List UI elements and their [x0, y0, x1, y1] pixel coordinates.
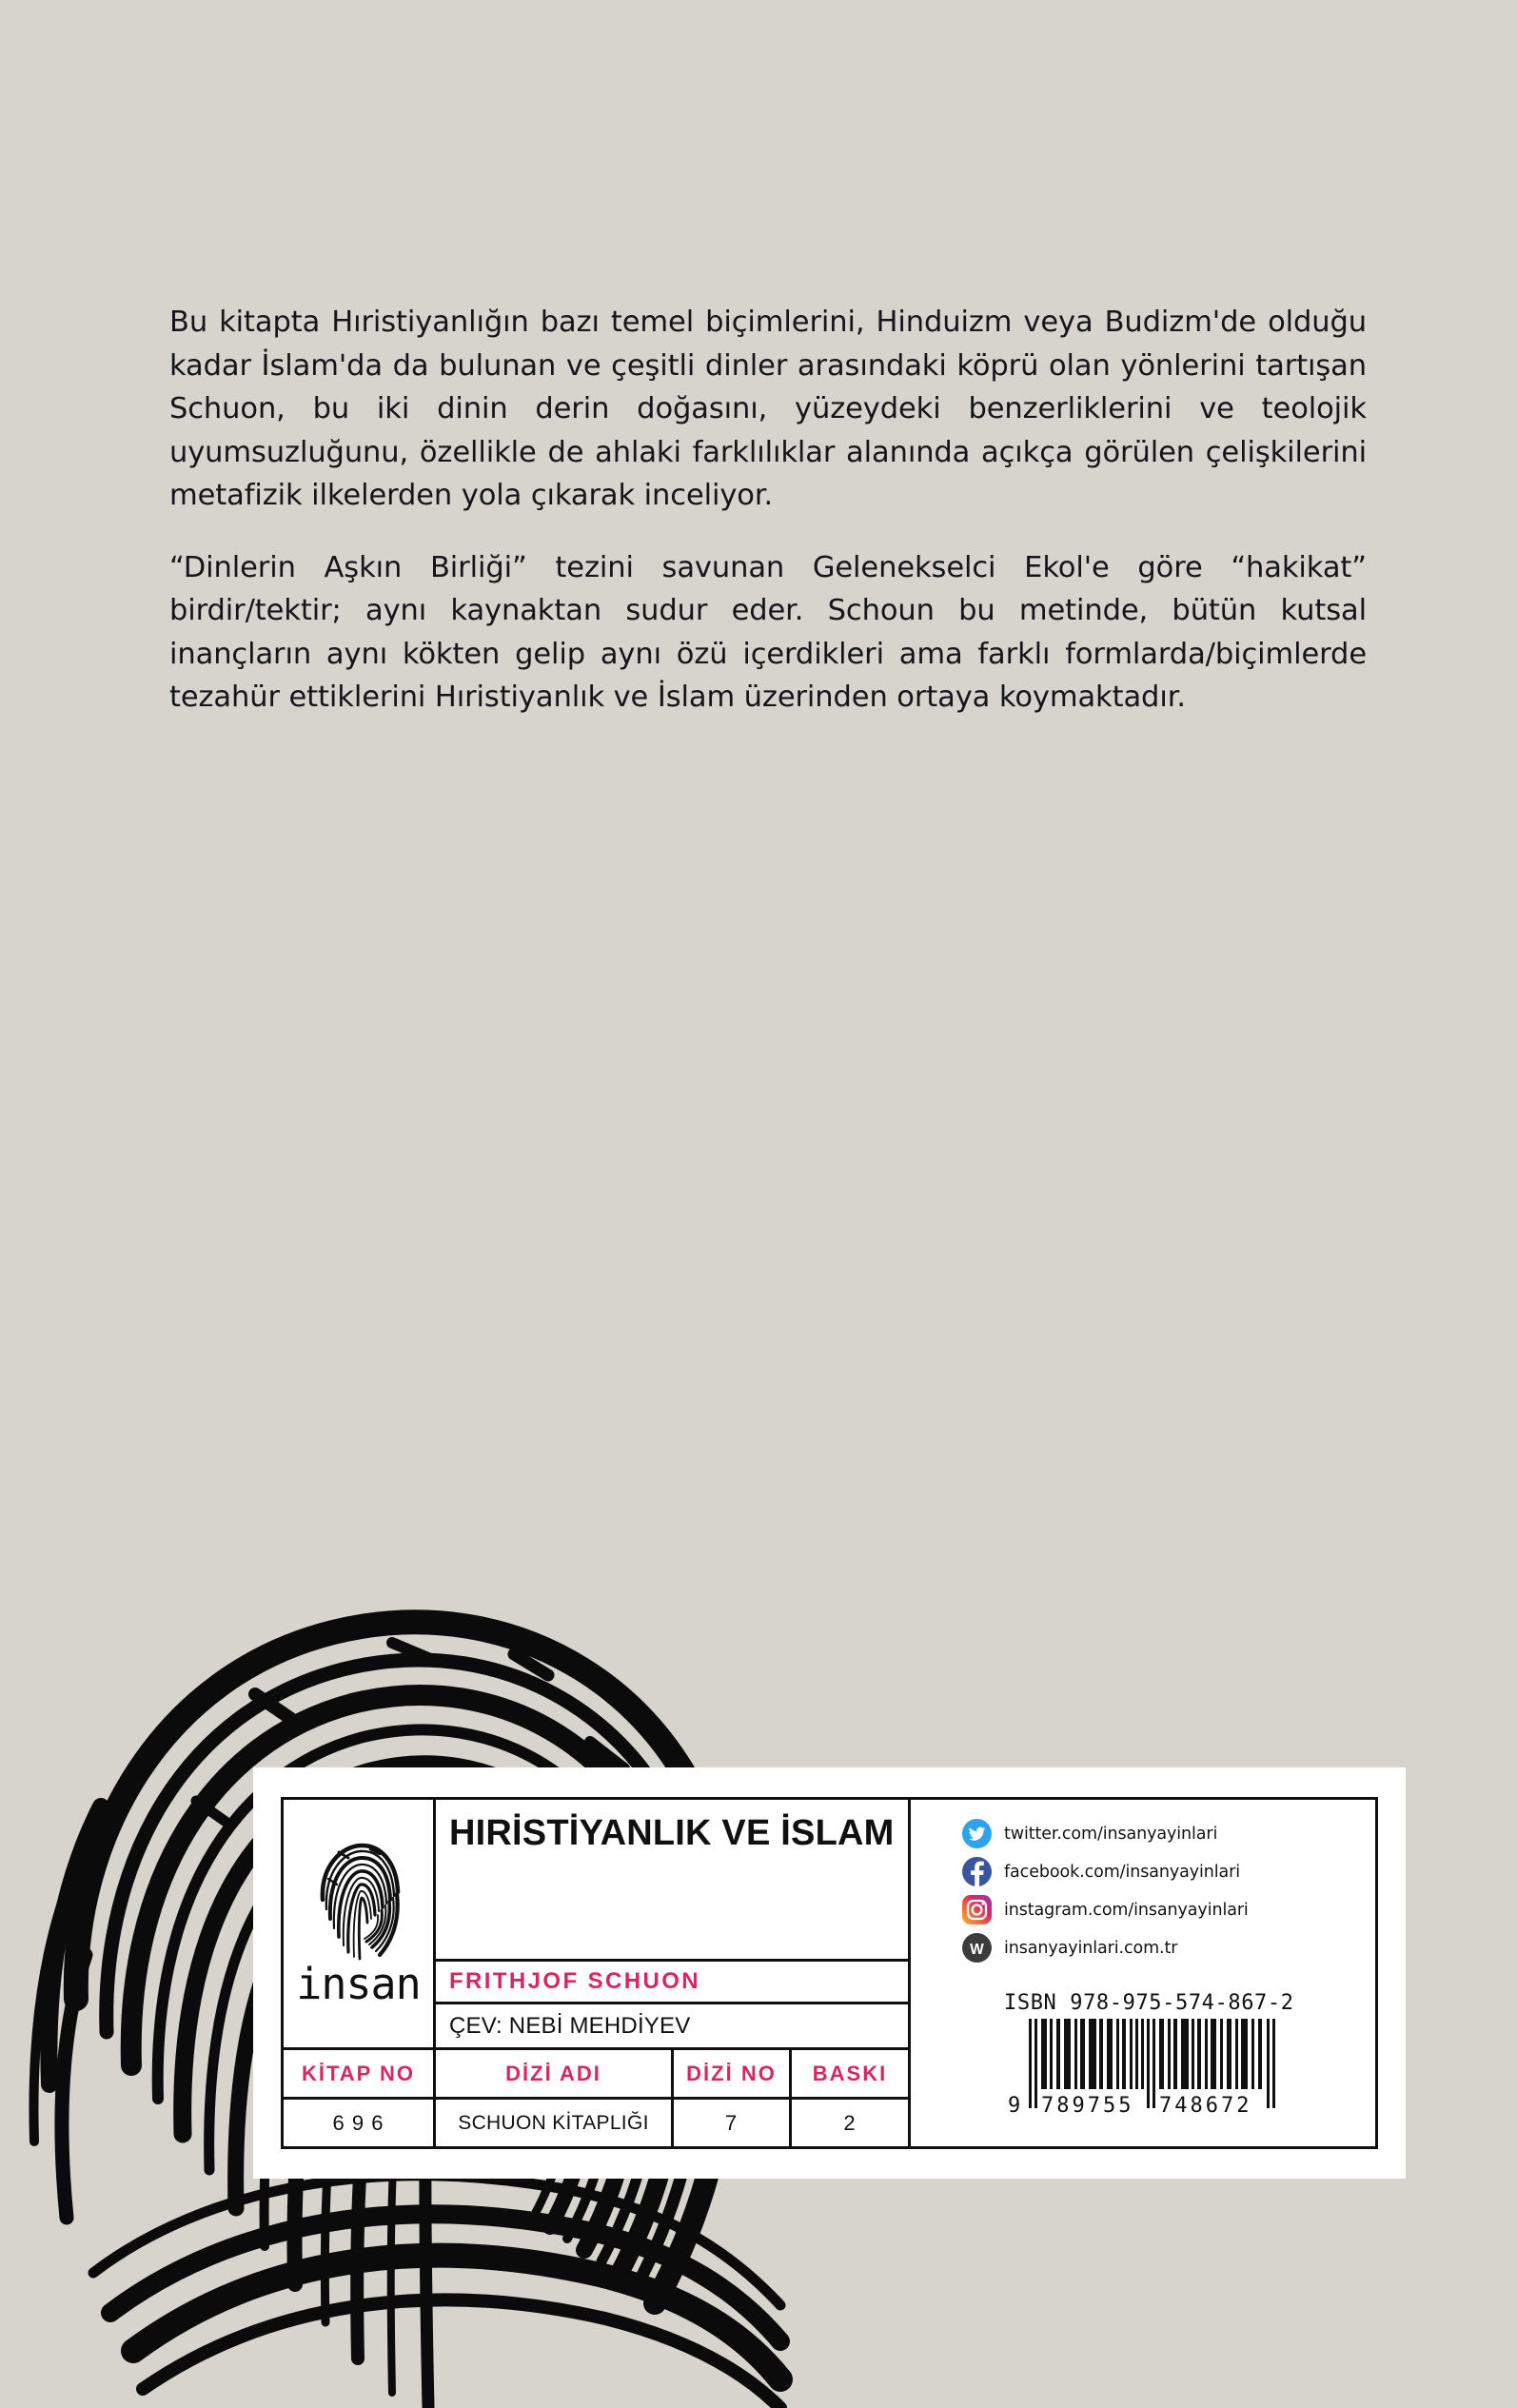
- meta-table-header-row: [284, 2050, 908, 2100]
- meta-value-dizi-adi: SCHUON KİTAPLIĞI: [436, 2100, 674, 2146]
- colophon-left-section: [284, 1800, 911, 2146]
- publisher-wordmark: insan: [296, 1958, 421, 2009]
- svg-text:W: W: [970, 1941, 984, 1958]
- title-stack: [436, 1800, 908, 2047]
- meta-header-dizi-no: DİZİ NO: [674, 2050, 792, 2097]
- book-translator: ÇEV: NEBİ MEHDİYEV: [449, 2012, 691, 2039]
- meta-header-kitap-no: KİTAP NO: [284, 2050, 436, 2097]
- social-label-twitter: twitter.com/insanyayinlari: [1004, 1824, 1218, 1844]
- book-title: HIRİSTİYANLIK VE İSLAM: [449, 1813, 895, 1853]
- colophon-right-section: [911, 1800, 1375, 2146]
- meta-value-dizi-no: 7: [674, 2100, 792, 2146]
- book-author-cell: [436, 1962, 908, 2004]
- blurb-paragraph-1: Bu kitapta Hıristiyanlığın bazı temel biçimlerini, Hinduizm veya Budizm'de olduğu kadar İslam'da da bulunan ve çeşitli dinler arasındaki köprü olan yönlerini tartışan Schuon, bu iki dinin derin doğasını, yüzeydeki benzerliklerini ve teolojik uyumsuzluğunu, özellikle de ahlaki farklılıklar alanında açıkça görülen çelişkilerini metafizik ilkelerden yola çıkarak inceliyor.: [169, 306, 1367, 512]
- social-links-list: [962, 1819, 1375, 1963]
- blurb-paragraph-2: “Dinlerin Aşkın Birliği” tezini savunan Gelenekselci Ekol'e göre “hakikat” birdir/tektir; aynı kaynaktan sudur eder. Schoun bu metinde, bütün kutsal inançların aynı kökten gelip aynı özü içerdikleri ama farklı formlarda/biçimlerde tezahür ettiklerini Hıristiyanlık ve İslam üzerinden ortaya koymaktadır.: [169, 550, 1367, 714]
- barcode-digits-mid: 789755: [1041, 2094, 1134, 2118]
- colophon-frame: [281, 1797, 1378, 2149]
- meta-value-kitap-no: 6 9 6: [284, 2100, 436, 2146]
- meta-header-baski: BASKI: [812, 2061, 888, 2085]
- social-link-facebook[interactable]: [962, 1857, 1375, 1886]
- instagram-icon: [962, 1895, 992, 1924]
- twitter-icon: [962, 1819, 992, 1848]
- colophon-upper-row: [284, 1800, 908, 2050]
- isbn-block: [1004, 1991, 1309, 2120]
- social-link-instagram[interactable]: [962, 1895, 1375, 1924]
- meta-value-baski: 2: [843, 2110, 857, 2135]
- isbn-barcode: [1004, 2017, 1309, 2120]
- colophon-card: [253, 1767, 1406, 2179]
- social-link-website[interactable]: [962, 1933, 1375, 1963]
- social-link-twitter[interactable]: [962, 1819, 1375, 1848]
- book-title-cell: [436, 1800, 908, 1962]
- social-label-instagram: instagram.com/insanyayinlari: [1004, 1900, 1249, 1920]
- isbn-text: ISBN 978-975-574-867-2: [1004, 1991, 1294, 2015]
- meta-table-value-row: [284, 2100, 908, 2146]
- barcode-digits-right: 748672: [1159, 2094, 1252, 2118]
- website-icon: [962, 1933, 992, 1963]
- barcode-digit-left: 9: [1008, 2094, 1021, 2118]
- back-cover-blurb: [169, 301, 1367, 720]
- social-label-website: insanyayinlari.com.tr: [1004, 1938, 1178, 1958]
- social-label-facebook: facebook.com/insanyayinlari: [1004, 1862, 1240, 1882]
- meta-header-dizi-adi: DİZİ ADI: [436, 2050, 674, 2097]
- book-author: FRITHJOF SCHUON: [449, 1968, 700, 1994]
- facebook-icon: [962, 1857, 992, 1886]
- fingerprint-icon: [315, 1841, 403, 1961]
- book-translator-cell: [436, 2004, 908, 2047]
- publisher-logo-cell: [284, 1800, 436, 2047]
